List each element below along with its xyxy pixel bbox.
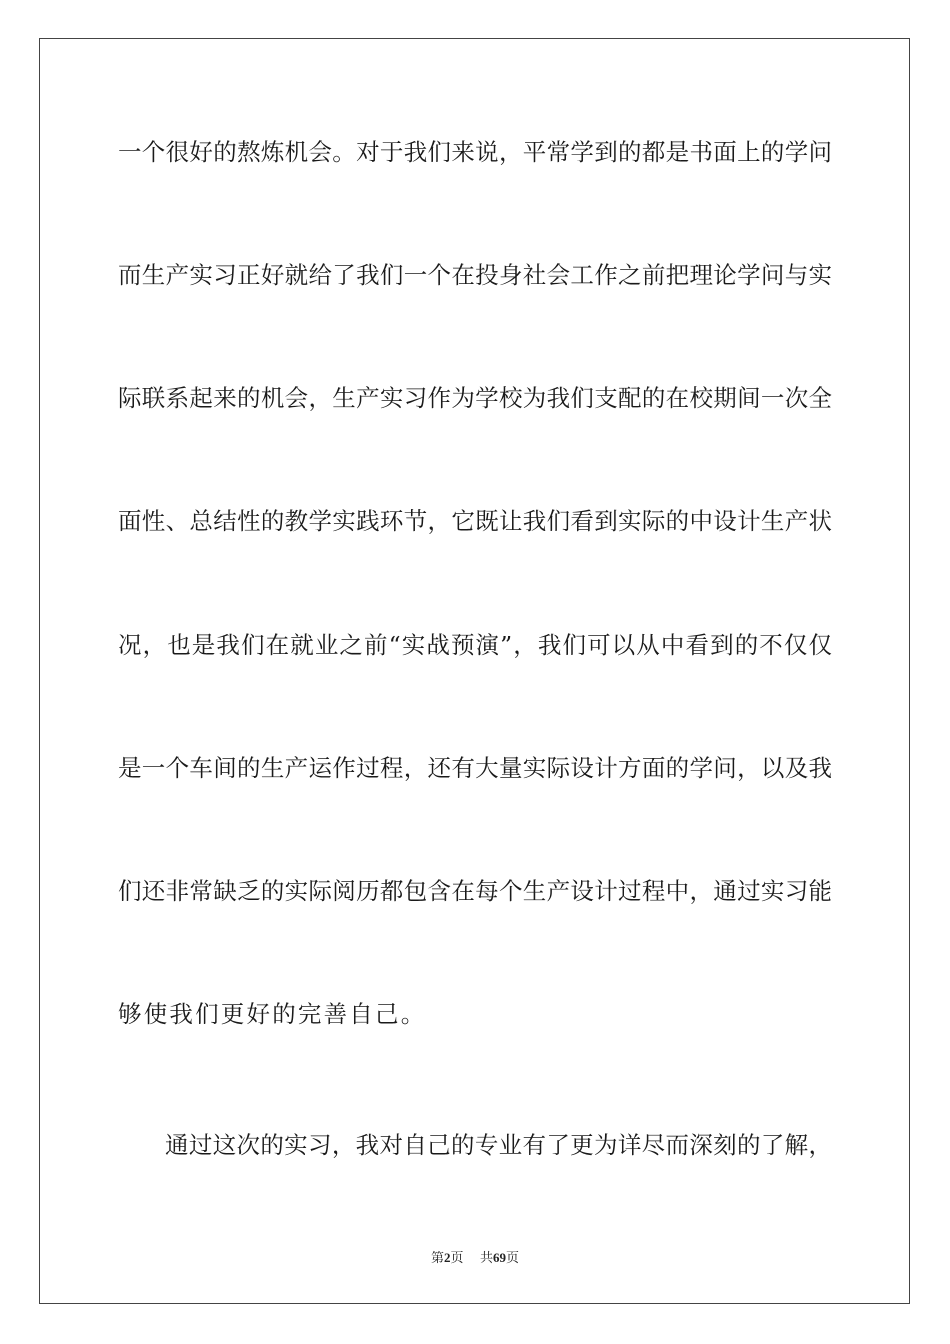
body-line-7: 们还非常缺乏的实际阅历都包含在每个生产设计过程中，通过实习能: [118, 877, 832, 905]
body-line-8: 够使我们更好的完善自己。: [118, 1000, 427, 1028]
total-suffix: 页: [506, 1251, 520, 1266]
page-border: [39, 38, 910, 1304]
page-prefix: 第: [430, 1251, 444, 1266]
body-line-6: 是一个车间的生产运作过程，还有大量实际设计方面的学问，以及我: [118, 754, 832, 782]
page-suffix: 页: [450, 1251, 464, 1266]
body-line-4: 面性、总结性的教学实践环节，它既让我们看到实际的中设计生产状: [118, 507, 832, 535]
total-pages: 69: [493, 1250, 507, 1265]
body-line-3: 际联系起来的机会，生产实习作为学校为我们支配的在校期间一次全: [118, 384, 832, 412]
body-line-2: 而生产实习正好就给了我们一个在投身社会工作之前把理论学问与实: [118, 261, 832, 289]
body-line-5: 况，也是我们在就业之前“实战预演”，我们可以从中看到的不仅仅: [118, 631, 832, 659]
total-prefix: 共: [480, 1251, 494, 1266]
body-line-1: 一个很好的熬炼机会。对于我们来说，平常学到的都是书面上的学问: [118, 138, 832, 166]
page-number: 2: [443, 1250, 451, 1265]
paragraph-start-line: 通过这次的实习，我对自己的专业有了更为详尽而深刻的了解，: [165, 1131, 832, 1159]
page-footer: [0, 1247, 950, 1266]
